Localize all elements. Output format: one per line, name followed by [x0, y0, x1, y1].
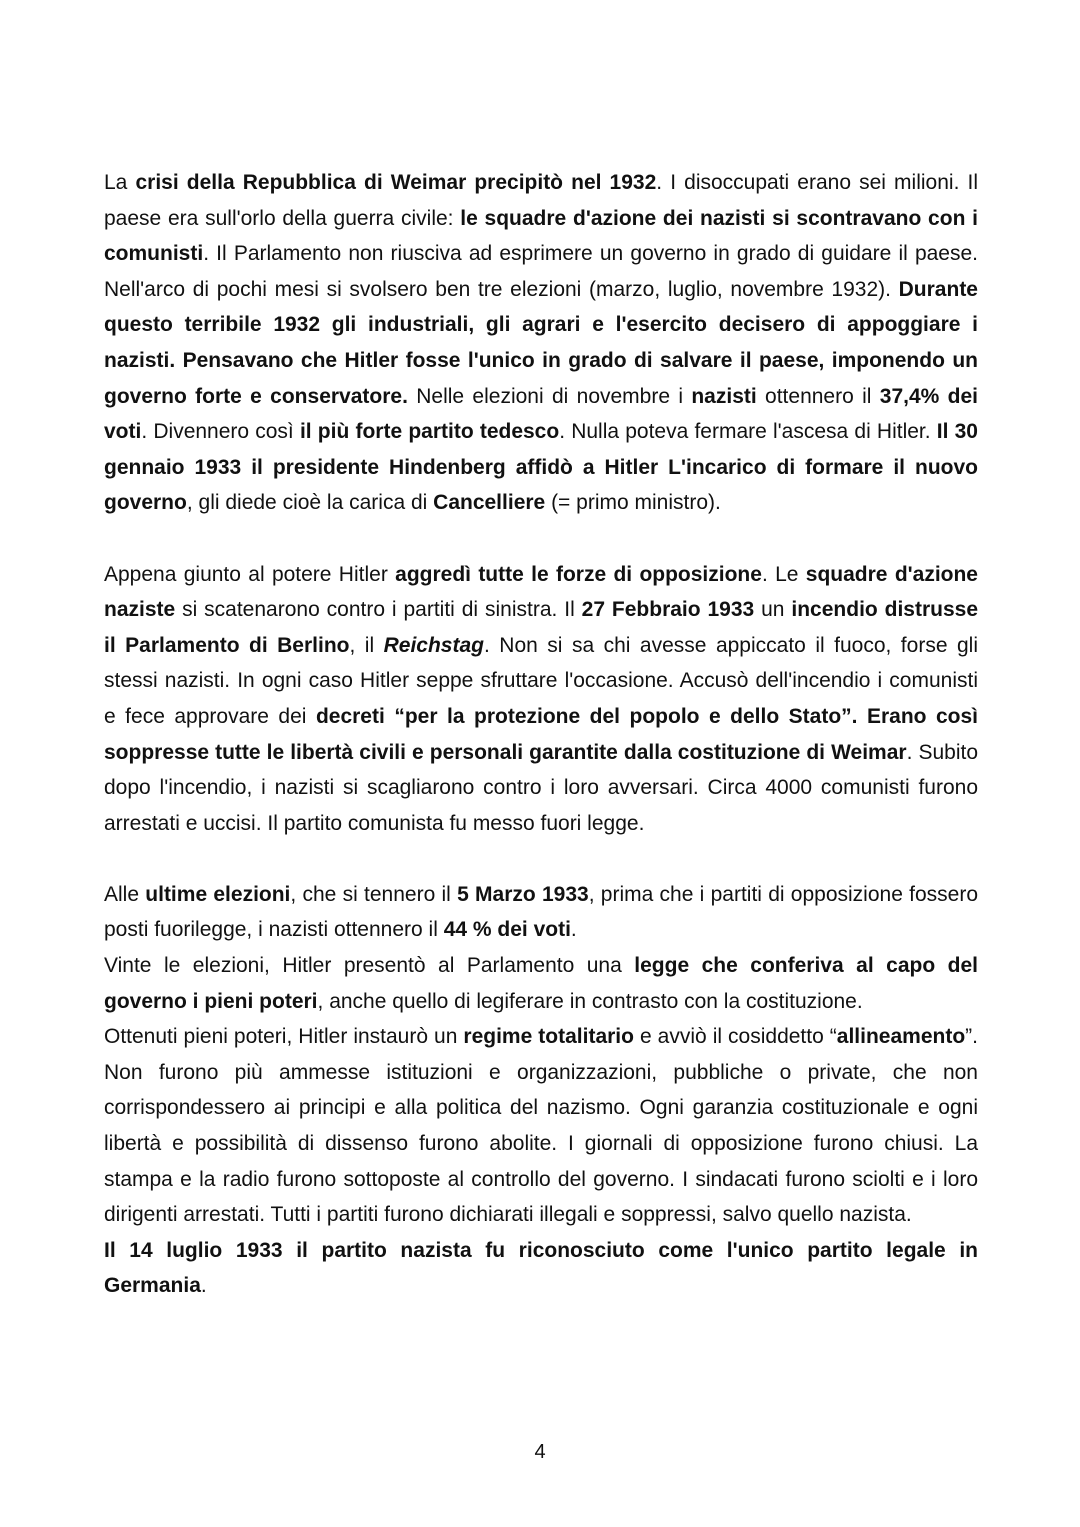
body-text: La [104, 171, 136, 194]
page-number: 4 [534, 1441, 546, 1463]
emphasis-text: Il 30 gennaio 1933 il presidente Hindenberg affidò a Hitler L'incarico di formare il nuovo governo [104, 420, 978, 515]
paragraph-1 [104, 165, 978, 521]
emphasis-text: nazisti [691, 384, 757, 408]
body-text: . Non si sa chi avesse appiccato il fuoco, forse gli stessi nazisti. In ogni caso Hitler seppe sfruttare l'occasione. Accusò dell'incendio i comunisti e fece approvare dei [104, 633, 978, 728]
emphasis-text: squadre d'azione naziste [104, 562, 978, 622]
body-text: Ottenuti pieni poteri, Hitler instaurò un [104, 1025, 464, 1049]
body-text: si scatenarono contro i partiti di sinistra. Il [175, 598, 582, 622]
emphasis-text: ultime elezioni [145, 882, 291, 906]
body-text: . Subito dopo l'incendio, i nazisti si scagliarono contro i loro avversari. Circa 4000 comunisti furono arrestati e uccisi. Il partito comunista fu messo fuori legge. [104, 740, 978, 835]
emphasis-text: il più forte partito tedesco [299, 420, 560, 444]
paragraph-spacer [104, 521, 978, 557]
emphasis-text: Reichstag [383, 633, 484, 657]
body-text: un [754, 598, 792, 622]
emphasis-text: 37,4% dei voti [104, 384, 978, 444]
emphasis-text: Cancelliere [433, 491, 546, 515]
body-text: . [570, 918, 577, 942]
paragraph-2 [104, 557, 978, 842]
emphasis-text: Durante questo terribile 1932 gli industriali, gli agrari e l'esercito decisero di appoggiare i nazisti. Pensavano che Hitler fosse l'unico in grado di salvare il paese, imponendo un governo forte e conservatore. [104, 277, 978, 408]
body-text: . Il Parlamento non riusciva ad esprimere un governo in grado di guidare il paese. Nell'arco di pochi mesi si svolsero ben tre elezioni (marzo, luglio, novembre 1932). [104, 242, 978, 301]
emphasis-text: legge che conferiva al capo del governo i pieni poteri [104, 954, 978, 1013]
body-text: , che si tennero il [290, 882, 458, 906]
emphasis-text: crisi della Repubblica di Weimar precipitò nel 1932 [135, 171, 657, 194]
body-text: . I disoccupati erano sei milioni. Il paese era sull'orlo della guerra civile: [104, 171, 979, 230]
emphasis-text: regime totalitario [463, 1025, 634, 1049]
emphasis-text: aggredì tutte le forze di opposizione [395, 562, 762, 586]
body-text: Appena giunto al potere Hitler [104, 562, 396, 586]
body-text: ottennero il [756, 384, 880, 408]
emphasis-text: 5 Marzo 1933 [457, 882, 589, 906]
paragraph-spacer [104, 841, 978, 877]
body-text: . [200, 1274, 207, 1298]
paragraph-6 [104, 1233, 978, 1304]
body-text: , il [349, 633, 384, 657]
paragraph-5 [104, 1019, 978, 1233]
body-text: . Divennero così [141, 420, 300, 444]
body-text: ”. Non furono più ammesse istituzioni e organizzazioni, pubbliche o private, che non corrispondessero ai principi e alla politica del nazismo. Ogni garanzia costituzionale e ogni libertà e possibilità di dissenso furono abolite. I giornali di opposizione furono chiusi. La stampa e la radio furono sottoposte al controllo del governo. I sindacati furono sciolti e i loro dirigenti arrestati. Tutti i partiti furono dichiarati illegali e soppressi, salvo quello nazista. [104, 1025, 978, 1227]
document-body [104, 165, 978, 1304]
body-text: Nelle elezioni di novembre i [407, 384, 692, 408]
emphasis-text: incendio distrusse il Parlamento di Berlino [104, 598, 979, 657]
emphasis-text: le squadre d'azione dei nazisti si scontravano con i comunisti [104, 206, 978, 266]
body-text: , anche quello di legiferare in contrasto con la costituzione. [317, 989, 863, 1013]
paragraph-4 [104, 948, 978, 1019]
emphasis-text: 44 % dei voti [443, 918, 571, 942]
body-text: Alle [104, 882, 146, 906]
body-text: e avviò il cosiddetto “ [633, 1025, 837, 1049]
body-text: Vinte le elezioni, Hitler presentò al Parlamento una [104, 954, 635, 978]
body-text: . Nulla poteva fermare l'ascesa di Hitler. [559, 420, 937, 444]
body-text: , gli diede cioè la carica di [186, 491, 434, 515]
paragraph-3 [104, 877, 978, 948]
body-text: , prima che i partiti di opposizione fossero posti fuorilegge, i nazisti ottennero il [104, 882, 979, 942]
body-text: . Le [761, 562, 806, 586]
emphasis-text: Il 14 luglio 1933 il partito nazista fu riconosciuto come l'unico partito legale in Germania [104, 1238, 978, 1298]
body-text: (= primo ministro). [545, 491, 721, 515]
emphasis-text: decreti “per la protezione del popolo e dello Stato”. Erano così soppresse tutte le libertà civili e personali garantite dalla costituzione di Weimar [104, 704, 979, 764]
emphasis-text: allineamento [836, 1025, 966, 1049]
emphasis-text: 27 Febbraio 1933 [581, 598, 755, 622]
